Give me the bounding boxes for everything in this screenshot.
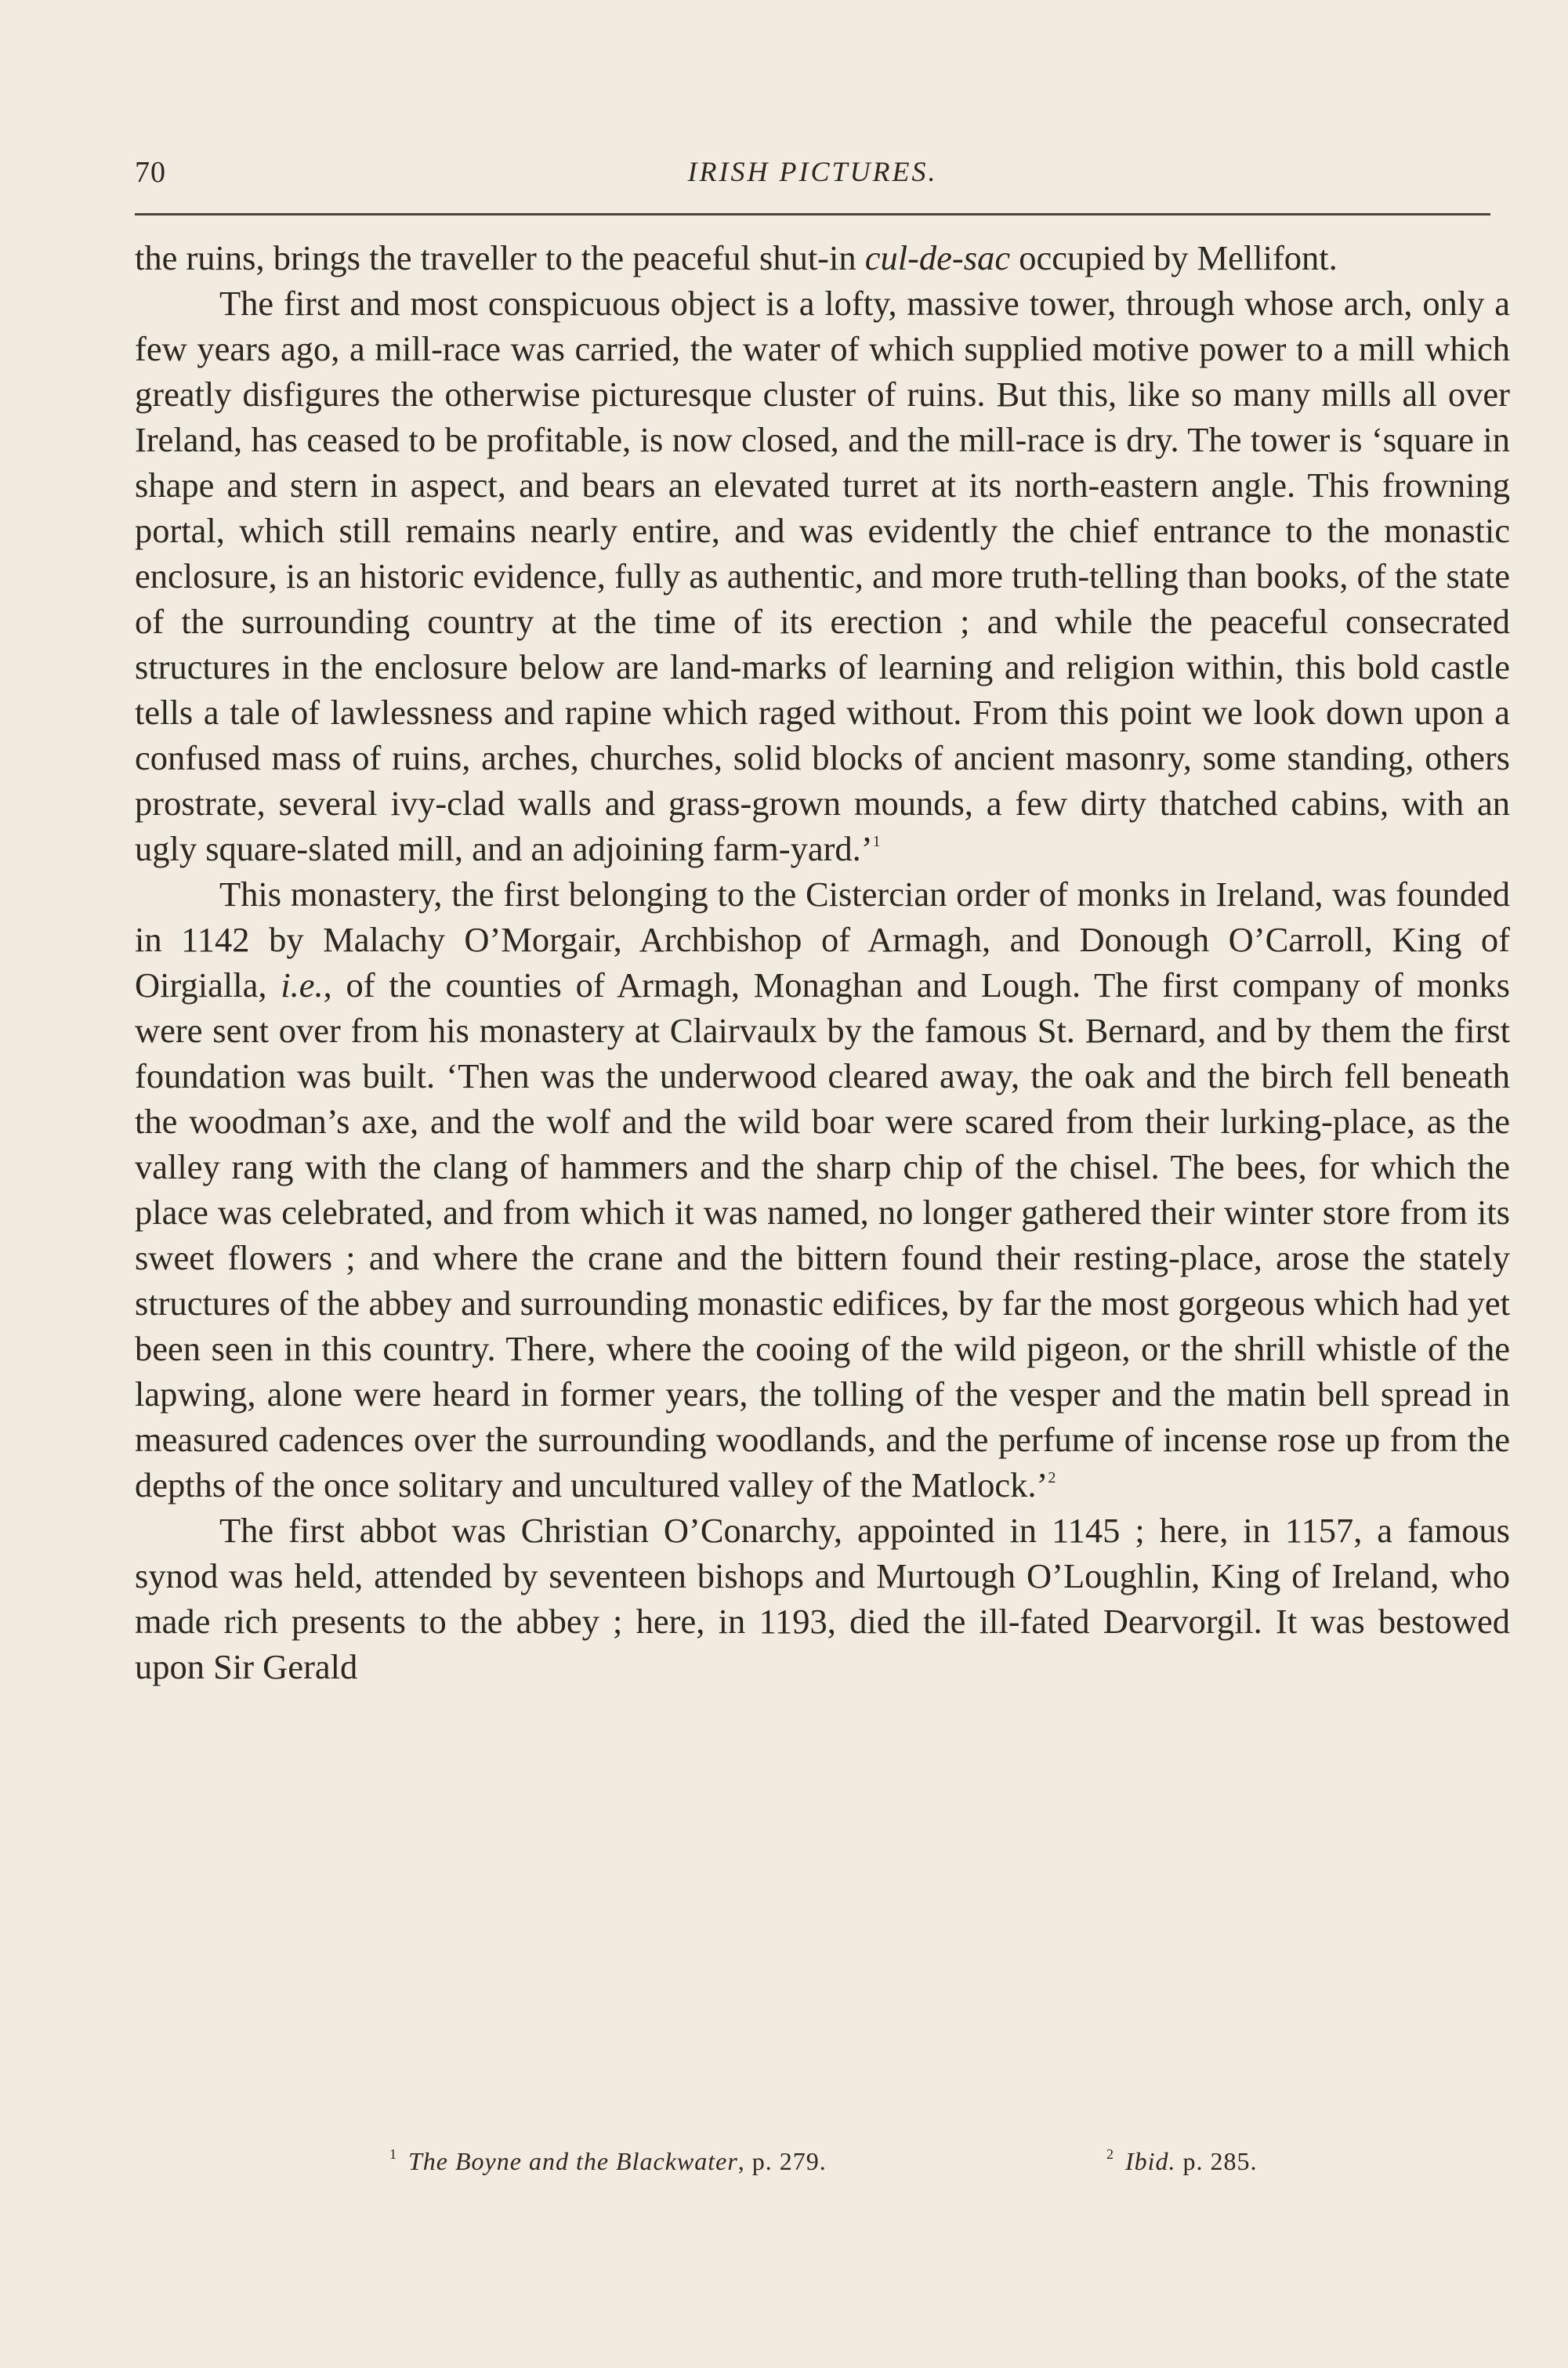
paragraph-3: This monastery, the first belonging to the Cistercian order of monks in Ireland, was founded in 1142 by Malachy O’Morgair, Archbishop of Armagh, and Donough O’Carroll, King of Oirgialla, i.e., of the counties of Armagh, Monaghan and Lough. The first company of monks were sent over from his monastery at Clairvaulx by the famous St. Bernard, and by them the first foundation was built. ‘Then was the underwood cleared away, the oak and the birch fell beneath the woodman’s axe, and the wolf and the wild boar were scared from their lurking-place, as the valley rang with the clang of hammers and the sharp chip of the chisel. The bees, for which the place was celebrated, and from which it was named, no longer gathered their winter store from its sweet flowers ; and where the crane and the bittern found their resting-place, arose the stately structures of the abbey and surrounding monastic edifices, by far the most gorgeous which had yet been seen in this country. There, where the cooing of the wild pigeon, or the shrill whistle of the lapwing, alone were heard in former years, the tolling of the vesper and the matin bell spread in measured cadences over the surrounding woodlands, and the perfume of incense rose up from the depths of the once solitary and uncultured valley of the Matlock.’$^2$	[135, 874, 1510, 1504]
paragraph-4: The first abbot was Christian O’Conarchy, appointed in 1145 ; here, in 1157, a famous synod was held, attended by seventeen bishops and Murtough O’Loughlin, King of Ireland, who made rich presents to the abbey ; here, in 1193, died the ill-fated Dearvorgil. It was bestowed upon Sir Gerald	[135, 1511, 1510, 1686]
footnote-1: $^1$ The Boyne and the Blackwater, p. 279.	[389, 2146, 827, 2175]
italic-abbrev: i.e.	[281, 965, 324, 1005]
page-number: 70	[135, 156, 166, 189]
footnotes	[135, 2147, 1490, 2194]
paragraph-1: the ruins, brings the traveller to the peaceful shut-in cul-de-sac occupied by Mellifont.	[135, 238, 1338, 277]
footnote-ref-2: 2	[1048, 1469, 1056, 1486]
body-text	[135, 235, 1510, 1689]
paragraph-2: The first and most conspicuous object is a lofty, massive tower, through whose arch, only a few years ago, a mill-race was carried, the water of which supplied motive power to a mill which greatly disfigures the otherwise picturesque cluster of ruins. But this, like so many mills all over Ireland, has ceased to be profitable, is now closed, and the mill-race is dry. The tower is ‘square in shape and stern in aspect, and bears an elevated turret at its north-eastern angle. This frowning portal, which still remains nearly entire, and was evidently the chief entrance to the monastic enclosure, is an historic evidence, fully as authentic, and more truth-telling than books, of the state of the surrounding country at the time of its erection ; and while the peaceful consecrated structures in the enclosure below are land-marks of learning and religion within, this bold castle tells a tale of lawlessness and rapine which raged without. From this point we look down upon a confused mass of ruins, arches, churches, solid blocks of ancient masonry, some standing, others prostrate, several ivy-clad walls and grass-grown mounds, a few dirty thatched cabins, with an ugly square-slated mill, and an adjoining farm-yard.’$^1$	[135, 284, 1510, 868]
footnote-ref-1: 1	[872, 833, 881, 850]
header-rule	[135, 213, 1490, 215]
footnote-2: $^2$ Ibid. p. 285.	[1106, 2146, 1258, 2175]
italic-term: cul-de-sac	[864, 238, 1011, 277]
running-title: IRISH PICTURES.	[687, 156, 938, 187]
page-header	[135, 155, 1490, 202]
